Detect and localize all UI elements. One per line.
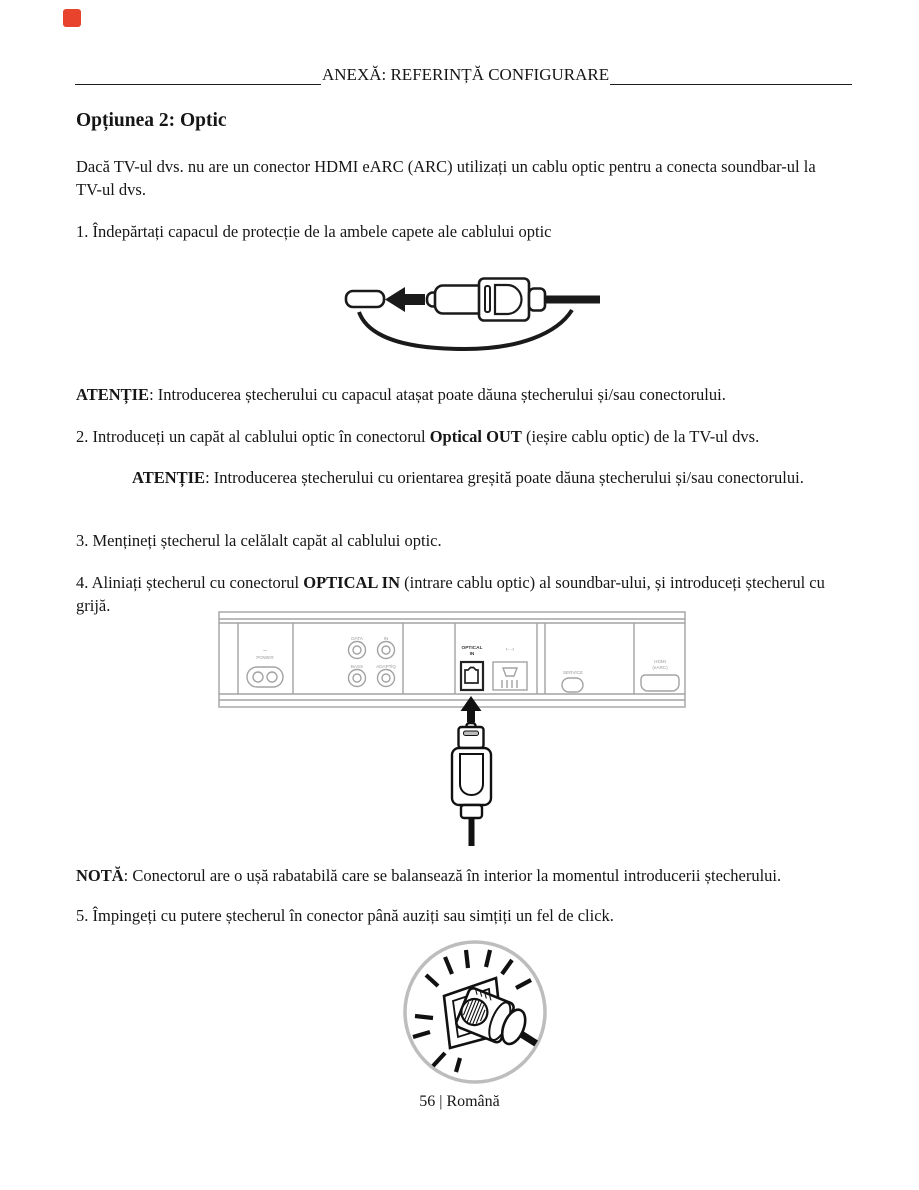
inserted-plug	[455, 987, 547, 1057]
optical-cable-cap-removal-illustration	[343, 258, 603, 353]
intro-paragraph: Dacă TV-ul dvs. nu are un conector HDMI eARC (ARC) utilizați un cablu optic pentru a conecta soundbar-ul la TV-ul dvs.	[76, 157, 816, 199]
soundbar-rear-panel-illustration	[218, 610, 688, 850]
step-3: 3. Mențineți ștecherul la celălalt capăt al cablului optic.	[76, 531, 442, 550]
section-title: Opțiunea 2: Optic	[76, 110, 227, 131]
svg-text:‹··›: ‹··›	[505, 646, 515, 653]
note-paragraph: NOTĂ: Conectorul are o ușă rabatabilă care se balansează în interior la momentul introducerii ștecherului.	[76, 866, 782, 885]
motion-arc	[359, 310, 572, 349]
caution-1: ATENȚIE: Introducerea ștecherului cu capacul atașat poate dăuna ștecherului și/sau conectorului.	[76, 385, 726, 404]
caution-2-label: ATENȚIE	[132, 468, 206, 487]
click-insertion-illustration	[400, 936, 550, 1086]
page-header-title: ANEXĂ: REFERINȚĂ CONFIGURARE	[322, 65, 610, 84]
svg-text:HDMI: HDMI	[654, 659, 666, 664]
red-square-marker	[63, 9, 81, 27]
caution-2: ATENȚIE: Introducerea ștecherului cu orientarea greșită poate dăuna ștecherului și/sau conectorului.	[132, 468, 804, 487]
svg-text:IN: IN	[469, 652, 475, 657]
service-port	[562, 678, 583, 692]
svg-text:DATA: DATA	[351, 636, 363, 641]
svg-text:POWER: POWER	[256, 655, 274, 660]
step-1: 1. Îndepărtați capacul de protecție de la ambele capete ale cablului optic	[76, 222, 552, 241]
hdmi-port	[641, 675, 679, 691]
page-footer: 56 | Română	[419, 1093, 500, 1110]
protective-cap	[346, 291, 384, 307]
optical-in-port	[461, 645, 483, 690]
svg-text:~: ~	[262, 648, 268, 655]
header-rule-left	[75, 63, 321, 85]
power-inlet	[247, 667, 283, 687]
svg-text:ADAPTiQ: ADAPTiQ	[376, 664, 396, 669]
step-2: 2. Introduceți un capăt al cablului optic în conectorul Optical OUT (ieșire cablu optic) de la TV-ul dvs.	[76, 427, 760, 446]
step-5: 5. Împingeți cu putere ștecherul în conector până auziți sau simțiți un fel de click.	[76, 906, 614, 925]
caution-1-label: ATENȚIE	[76, 385, 150, 404]
page-header	[75, 63, 852, 85]
svg-text:IN: IN	[383, 636, 389, 641]
rear-panel-outline	[219, 612, 685, 707]
header-rule-right	[610, 63, 852, 85]
svg-text:SERVICE: SERVICE	[562, 670, 584, 675]
network-port	[493, 662, 527, 690]
svg-text:OPTICAL: OPTICAL	[461, 646, 483, 651]
optical-plug-vertical	[452, 723, 491, 846]
svg-text:BASS: BASS	[350, 664, 364, 669]
svg-text:(eARC): (eARC)	[652, 665, 668, 670]
note-label: NOTĂ	[76, 866, 124, 885]
step-4: 4. Aliniați ștecherul cu conectorul OPTICAL IN (intrare cablu optic) al soundbar-ului, și introduceți ștecherul cu grijă.	[76, 573, 825, 615]
left-arrow	[385, 287, 425, 312]
optical-plug	[427, 279, 545, 321]
